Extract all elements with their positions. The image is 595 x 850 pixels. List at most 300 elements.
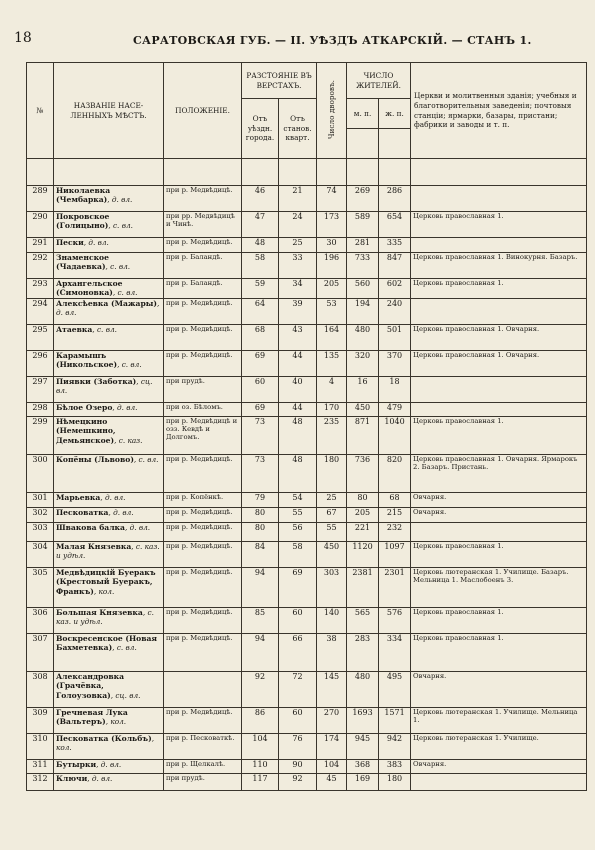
households-count: 25 — [317, 492, 347, 507]
institutions-notes: Овчарня. — [411, 759, 587, 773]
table-row — [27, 454, 587, 492]
institutions-notes: Церковь лютеранская 1. Училище. Мельница 1. — [411, 707, 587, 733]
households-count: 30 — [317, 238, 347, 253]
header-households: Число дворовъ. — [317, 63, 347, 159]
female-count: 18 — [379, 376, 411, 402]
institutions-notes: Церковь православная 1. Овчарня. Ярмарокъ 2. Базаръ. Пристань. — [411, 454, 587, 492]
settlement-title: Ключи — [56, 773, 88, 783]
distance-stan: 21 — [279, 186, 317, 212]
settlement-title: Покровское (Голицыно) — [56, 212, 110, 231]
table-row — [27, 773, 587, 790]
distance-stan: 92 — [279, 773, 317, 790]
row-number: 305 — [27, 567, 54, 607]
row-number: 308 — [27, 671, 54, 707]
male-count: 269 — [347, 186, 379, 212]
settlement-type: , с. каз. и удѣл. — [56, 607, 154, 627]
female-count: 180 — [379, 773, 411, 790]
table-body — [27, 159, 587, 791]
settlement-name — [54, 759, 164, 773]
female-count: 820 — [379, 454, 411, 492]
distance-town: 46 — [242, 186, 279, 212]
male-count: 565 — [347, 607, 379, 633]
header-churches: Церкви и молитвенныя зданія; учебныя и благотворительныя заведенія; почтовыя станціи; ярмарки, базары, пристани; фабрики и заводы и т. п. — [411, 63, 587, 159]
settlement-title: Архангельское (Симоновка) — [56, 279, 123, 298]
female-count: 942 — [379, 733, 411, 759]
distance-town: 69 — [242, 350, 279, 376]
female-count: 240 — [379, 298, 411, 324]
settlement-name — [54, 773, 164, 790]
institutions-notes: Церковь православная 1. — [411, 416, 587, 454]
table-row — [27, 298, 587, 324]
male-count: 1120 — [347, 541, 379, 567]
table-row — [27, 541, 587, 567]
male-count: 480 — [347, 671, 379, 707]
female-count: 334 — [379, 633, 411, 671]
households-count: 38 — [317, 633, 347, 671]
settlement-position: при р. Медвѣдицѣ. — [164, 633, 242, 671]
table-row — [27, 671, 587, 707]
settlement-position — [164, 671, 242, 707]
distance-stan: 24 — [279, 212, 317, 238]
settlement-position: при прудѣ. — [164, 773, 242, 790]
header-female-spacer — [379, 129, 411, 159]
settlement-title: Малая Князевка — [56, 541, 132, 551]
settlement-title: Песковатка (Кольбъ) — [56, 733, 152, 743]
settlement-title: Алексѣевка (Мажары) — [56, 298, 157, 308]
institutions-notes: Церковь православная 1. Винокурня. Базаръ. — [411, 253, 587, 279]
settlement-title: Бѣлое Озеро — [56, 402, 113, 412]
distance-town: 92 — [242, 671, 279, 707]
table-row — [27, 416, 587, 454]
settlement-title: Бутырки — [56, 759, 97, 769]
settlement-title: Николаевка (Чембарка) — [56, 186, 111, 205]
female-count: 1040 — [379, 416, 411, 454]
distance-stan: 39 — [279, 298, 317, 324]
settlement-title: Марьевка — [56, 492, 101, 502]
female-count: 68 — [379, 492, 411, 507]
settlement-name — [54, 402, 164, 416]
institutions-notes: Овчарня. — [411, 492, 587, 507]
settlement-position: при р. Баландѣ. — [164, 279, 242, 299]
distance-stan: 48 — [279, 454, 317, 492]
distance-stan: 58 — [279, 541, 317, 567]
female-count: 2301 — [379, 567, 411, 607]
female-count: 654 — [379, 212, 411, 238]
distance-town: 73 — [242, 416, 279, 454]
settlement-type: , с. вл. — [108, 221, 133, 231]
male-count: 450 — [347, 402, 379, 416]
distance-town: 86 — [242, 707, 279, 733]
row-number: 303 — [27, 522, 54, 541]
male-count: 1693 — [347, 707, 379, 733]
spacer-row — [27, 159, 587, 186]
distance-town: 80 — [242, 507, 279, 522]
settlement-name — [54, 253, 164, 279]
settlement-title: Знаменское (Чадаевка) — [56, 253, 109, 272]
female-count: 335 — [379, 238, 411, 253]
institutions-notes: Церковь православная 1. — [411, 279, 587, 299]
settlement-name — [54, 522, 164, 541]
row-number: 294 — [27, 298, 54, 324]
settlement-type: , д. вл. — [112, 402, 138, 412]
distance-stan: 55 — [279, 507, 317, 522]
settlement-title: Швакова балка — [56, 522, 125, 532]
settlement-position: при р. Медвѣдицѣ. — [164, 454, 242, 492]
distance-stan: 76 — [279, 733, 317, 759]
settlement-position: при оз. Бѣломъ. — [164, 402, 242, 416]
male-count: 589 — [347, 212, 379, 238]
row-number: 298 — [27, 402, 54, 416]
institutions-notes — [411, 376, 587, 402]
distance-stan: 69 — [279, 567, 317, 607]
distance-town: 59 — [242, 279, 279, 299]
settlement-position: при р. Медвѣдицѣ. — [164, 707, 242, 733]
households-count: 67 — [317, 507, 347, 522]
settlement-position: при р. Медвѣдицѣ. — [164, 567, 242, 607]
row-number: 306 — [27, 607, 54, 633]
table-row — [27, 607, 587, 633]
settlement-type: , с. вл. — [92, 324, 117, 334]
male-count: 368 — [347, 759, 379, 773]
settlement-type: , кол. — [93, 586, 115, 596]
male-count: 80 — [347, 492, 379, 507]
row-number: 309 — [27, 707, 54, 733]
settlement-type: , с. каз. — [114, 435, 143, 445]
distance-stan: 25 — [279, 238, 317, 253]
male-count: 871 — [347, 416, 379, 454]
female-count: 495 — [379, 671, 411, 707]
settlement-type: , кол. — [105, 717, 127, 727]
settlement-type: , с. каз. и удѣл. — [56, 541, 160, 561]
female-count: 1097 — [379, 541, 411, 567]
households-count: 4 — [317, 376, 347, 402]
row-number: 311 — [27, 759, 54, 773]
institutions-notes — [411, 186, 587, 212]
row-number: 290 — [27, 212, 54, 238]
settlement-position: при р. Копёнкѣ. — [164, 492, 242, 507]
settlement-position: при р. Медвѣдицѣ. — [164, 186, 242, 212]
households-count: 74 — [317, 186, 347, 212]
households-count: 45 — [317, 773, 347, 790]
settlement-type: , д. вл. — [83, 238, 109, 247]
distance-stan: 40 — [279, 376, 317, 402]
table-row — [27, 324, 587, 350]
settlement-name — [54, 298, 164, 324]
settlement-position: при прудѣ. — [164, 376, 242, 402]
table-row — [27, 350, 587, 376]
households-count: 135 — [317, 350, 347, 376]
settlement-title: Пиявки (Заботка) — [56, 376, 137, 386]
distance-stan: 54 — [279, 492, 317, 507]
header-number: № — [27, 63, 54, 159]
settlement-name — [54, 416, 164, 454]
households-count: 55 — [317, 522, 347, 541]
settlement-name — [54, 186, 164, 212]
distance-stan: 90 — [279, 759, 317, 773]
households-count: 104 — [317, 759, 347, 773]
male-count: 169 — [347, 773, 379, 790]
distance-town: 79 — [242, 492, 279, 507]
households-count: 196 — [317, 253, 347, 279]
distance-town: 58 — [242, 253, 279, 279]
row-number: 300 — [27, 454, 54, 492]
male-count: 560 — [347, 279, 379, 299]
settlement-name — [54, 376, 164, 402]
households-count: 205 — [317, 279, 347, 299]
settlement-name — [54, 707, 164, 733]
header-dist-town: Отъ уѣздн. города. — [242, 99, 279, 159]
institutions-notes: Церковь православная 1. — [411, 607, 587, 633]
table-row — [27, 707, 587, 733]
male-count: 480 — [347, 324, 379, 350]
institutions-notes: Овчарня. — [411, 671, 587, 707]
settlement-title: Песковатка — [56, 507, 109, 517]
female-count: 479 — [379, 402, 411, 416]
row-number: 289 — [27, 186, 54, 212]
row-number: 297 — [27, 376, 54, 402]
settlement-type: , кол. — [56, 733, 155, 753]
households-count: 140 — [317, 607, 347, 633]
distance-town: 48 — [242, 238, 279, 253]
institutions-notes — [411, 298, 587, 324]
settlement-name — [54, 238, 164, 253]
female-count: 1571 — [379, 707, 411, 733]
female-count: 847 — [379, 253, 411, 279]
settlement-type: , с. вл. — [112, 288, 138, 298]
institutions-notes: Церковь православная 1. Овчарня. — [411, 324, 587, 350]
households-count: 145 — [317, 671, 347, 707]
settlement-title: Гречневая Лука (Вальтеръ) — [56, 707, 128, 727]
settlement-position: при р. Медвѣдицѣ. — [164, 238, 242, 253]
header-distance: РАЗСТОЯНІЕ ВЪ ВЕРСТАХЪ. — [242, 63, 317, 99]
institutions-notes: Церковь православная 1. — [411, 212, 587, 238]
table-row — [27, 279, 587, 299]
female-count: 383 — [379, 759, 411, 773]
distance-town: 80 — [242, 522, 279, 541]
male-count: 194 — [347, 298, 379, 324]
distance-stan: 44 — [279, 402, 317, 416]
distance-stan: 48 — [279, 416, 317, 454]
settlement-type: , с. вл. — [117, 360, 142, 370]
row-number: 299 — [27, 416, 54, 454]
distance-stan: 66 — [279, 633, 317, 671]
distance-stan: 44 — [279, 350, 317, 376]
male-count: 2381 — [347, 567, 379, 607]
settlement-type: , д. вл. — [124, 522, 151, 532]
settlement-position: при р. Щелкалѣ. — [164, 759, 242, 773]
settlement-position: при р. Песковаткѣ. — [164, 733, 242, 759]
households-count: 170 — [317, 402, 347, 416]
female-count: 286 — [379, 186, 411, 212]
institutions-notes — [411, 773, 587, 790]
distance-town: 47 — [242, 212, 279, 238]
female-count: 501 — [379, 324, 411, 350]
female-count: 370 — [379, 350, 411, 376]
households-count: 303 — [317, 567, 347, 607]
settlement-title: Карамышъ (Никольское) — [56, 350, 118, 370]
header-male: м. п. — [347, 99, 379, 129]
distance-town: 68 — [242, 324, 279, 350]
male-count: 320 — [347, 350, 379, 376]
row-number: 293 — [27, 279, 54, 299]
settlement-name — [54, 507, 164, 522]
households-count: 174 — [317, 733, 347, 759]
settlement-position: при р. Медвѣдицѣ и озз. Кевдѣ и Долгомъ. — [164, 416, 242, 454]
row-number: 302 — [27, 507, 54, 522]
institutions-notes: Церковь лютеранская 1. Училище. — [411, 733, 587, 759]
settlement-type: , д. вл. — [107, 195, 133, 205]
settlement-title: Большая Князевка — [56, 607, 143, 617]
distance-town: 94 — [242, 567, 279, 607]
institutions-notes: Церковь православная 1. — [411, 541, 587, 567]
distance-stan: 33 — [279, 253, 317, 279]
settlement-name — [54, 733, 164, 759]
male-count: 16 — [347, 376, 379, 402]
settlement-name — [54, 633, 164, 671]
settlement-position: при р. Медвѣдицѣ. — [164, 350, 242, 376]
institutions-notes — [411, 238, 587, 253]
settlement-name — [54, 212, 164, 238]
institutions-notes: Церковь лютеранская 1. Училище. Базаръ. Мельница 1. Маслобоенъ 3. — [411, 567, 587, 607]
row-number: 291 — [27, 238, 54, 253]
distance-stan: 43 — [279, 324, 317, 350]
male-count: 283 — [347, 633, 379, 671]
settlement-type: , д. вл. — [56, 298, 160, 318]
male-count: 281 — [347, 238, 379, 253]
header-dist-stan: Отъ станов. кварт. — [279, 99, 317, 159]
settlement-type: , с. вл. — [112, 643, 137, 653]
male-count: 205 — [347, 507, 379, 522]
institutions-notes — [411, 522, 587, 541]
distance-town: 60 — [242, 376, 279, 402]
settlement-type: , с. вл. — [133, 454, 159, 464]
settlement-position: при р. Медвѣдицѣ. — [164, 522, 242, 541]
settlement-name — [54, 350, 164, 376]
settlement-type: , д. вл. — [108, 507, 134, 517]
settlement-position: при р. Баландѣ. — [164, 253, 242, 279]
distance-stan: 60 — [279, 707, 317, 733]
settlement-name — [54, 324, 164, 350]
row-number: 312 — [27, 773, 54, 790]
male-count: 221 — [347, 522, 379, 541]
settlement-position: при р. Медвѣдицѣ. — [164, 324, 242, 350]
settlement-name — [54, 279, 164, 299]
settlement-type: , д. вл. — [100, 492, 126, 502]
settlement-title: Воскресенское (Новая Бахметевка) — [56, 633, 158, 653]
female-count: 232 — [379, 522, 411, 541]
running-head: САРАТОВСКАЯ ГУБ. — II. УѢЗДЪ АТКАРСКІЙ. — СТАНЪ 1. — [133, 34, 532, 47]
settlement-type: , с. вл. — [105, 262, 131, 272]
header-inhabitants: ЧИСЛО ЖИТЕЛЕЙ. — [347, 63, 411, 99]
settlement-name — [54, 607, 164, 633]
settlement-type: , сц. вл. — [56, 376, 153, 396]
row-number: 301 — [27, 492, 54, 507]
table-row — [27, 376, 587, 402]
row-number: 295 — [27, 324, 54, 350]
settlement-name — [54, 541, 164, 567]
households-count: 53 — [317, 298, 347, 324]
distance-stan: 60 — [279, 607, 317, 633]
settlement-title: Александровка (Грачёвка, Голоузовка) — [56, 671, 125, 700]
table-row — [27, 492, 587, 507]
row-number: 307 — [27, 633, 54, 671]
table-row — [27, 633, 587, 671]
female-count: 576 — [379, 607, 411, 633]
male-count: 945 — [347, 733, 379, 759]
header-female: ж. п. — [379, 99, 411, 129]
table-row — [27, 253, 587, 279]
settlement-title: Медвѣдицкій Буеракъ (Крестовый Буеракъ, Франкъ) — [56, 567, 156, 596]
header-position: ПОЛОЖЕНІЕ. — [164, 63, 242, 159]
settlement-position: при р. Медвѣдицѣ. — [164, 298, 242, 324]
institutions-notes — [411, 402, 587, 416]
male-count: 733 — [347, 253, 379, 279]
settlement-position: при рр. Медвѣдицѣ и Чинѣ. — [164, 212, 242, 238]
distance-town: 85 — [242, 607, 279, 633]
settlement-name — [54, 671, 164, 707]
table-row — [27, 733, 587, 759]
distance-town: 84 — [242, 541, 279, 567]
institutions-notes: Овчарня. — [411, 507, 587, 522]
settlement-title: Атаевка — [56, 324, 93, 334]
distance-town: 110 — [242, 759, 279, 773]
settlements-table — [26, 62, 587, 791]
distance-stan: 72 — [279, 671, 317, 707]
distance-town: 117 — [242, 773, 279, 790]
table-row — [27, 212, 587, 238]
institutions-notes: Церковь православная 1. — [411, 633, 587, 671]
table-row — [27, 522, 587, 541]
table-row — [27, 402, 587, 416]
distance-town: 69 — [242, 402, 279, 416]
distance-town: 64 — [242, 298, 279, 324]
settlement-name — [54, 454, 164, 492]
settlement-type: , сц. вл. — [110, 690, 141, 700]
table-row — [27, 567, 587, 607]
settlement-position: при р. Медвѣдицѣ. — [164, 607, 242, 633]
settlement-position: при р. Медвѣдицѣ. — [164, 507, 242, 522]
female-count: 602 — [379, 279, 411, 299]
row-number: 296 — [27, 350, 54, 376]
distance-town: 94 — [242, 633, 279, 671]
female-count: 215 — [379, 507, 411, 522]
header-male-spacer — [347, 129, 379, 159]
institutions-notes: Церковь православная 1. Овчарня. — [411, 350, 587, 376]
page-number: 18 — [14, 30, 32, 46]
table-row — [27, 759, 587, 773]
settlement-type: , д. вл. — [87, 773, 113, 783]
settlement-title: Нѣмецкино (Немешкино, Демьянское) — [56, 416, 116, 445]
distance-town: 104 — [242, 733, 279, 759]
table-row — [27, 186, 587, 212]
settlement-title: Пески — [56, 238, 84, 247]
settlement-title: Копёны (Львово) — [56, 454, 134, 464]
male-count: 736 — [347, 454, 379, 492]
header-name: НАЗВАНІЕ НАСЕ-ЛЕННЫХЪ МѢСТЪ. — [54, 63, 164, 159]
distance-town: 73 — [242, 454, 279, 492]
households-count: 235 — [317, 416, 347, 454]
households-count: 164 — [317, 324, 347, 350]
households-count: 270 — [317, 707, 347, 733]
settlement-position: при р. Медвѣдицѣ. — [164, 541, 242, 567]
table-row — [27, 507, 587, 522]
settlement-name — [54, 492, 164, 507]
row-number: 310 — [27, 733, 54, 759]
table-row — [27, 238, 587, 253]
households-count: 173 — [317, 212, 347, 238]
distance-stan: 34 — [279, 279, 317, 299]
row-number: 292 — [27, 253, 54, 279]
